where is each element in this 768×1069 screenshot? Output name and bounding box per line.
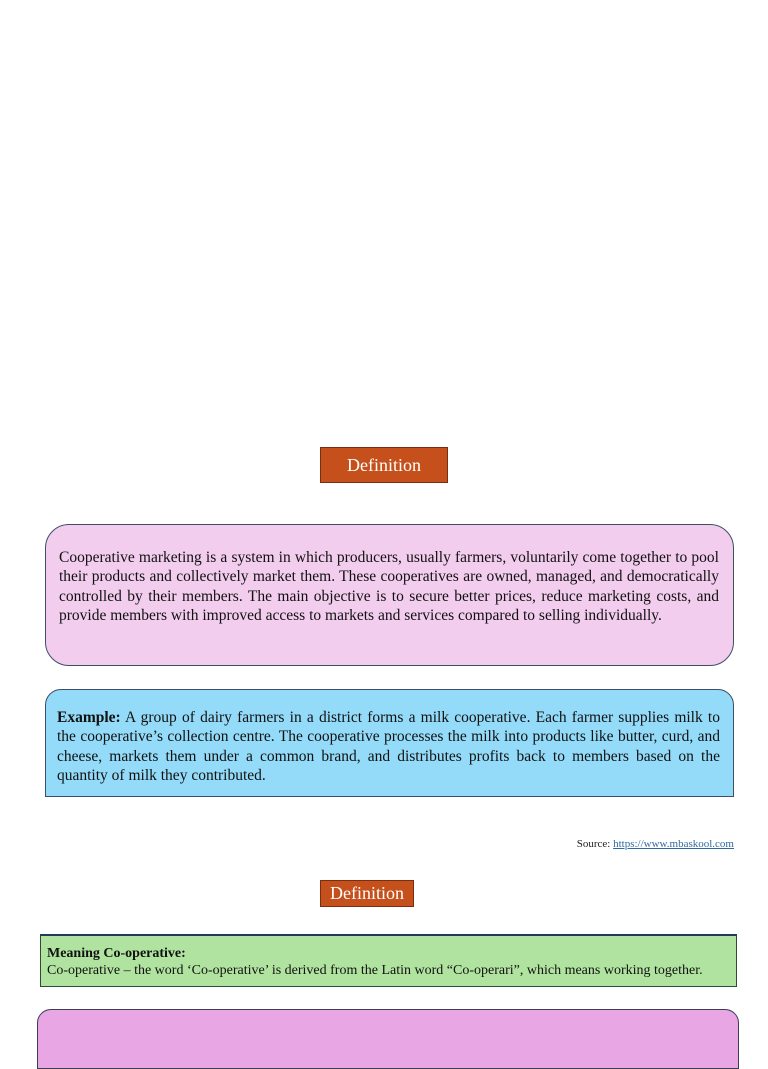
example-box <box>45 689 734 797</box>
source-label: Source: <box>576 838 614 850</box>
example-text: A group of dairy farmers in a district forms a milk cooperative. Each farmer supplies milk to the cooperative’s collection centre. The cooperative processes the milk into products like butter, curd, and cheese, markets them under a common brand, and distributes profits back to members based on the quantity of milk they contributed. <box>57 709 720 784</box>
meaning-box <box>40 934 737 987</box>
definition-text: Cooperative marketing is a system in which producers, usually farmers, voluntarily come together to pool their products and collectively market them. These cooperatives are owned, managed, and democratically controlled by their members. The main objective is to secure better prices, reduce marketing costs, and provide members with improved access to markets and services compared to selling individually. <box>59 549 719 624</box>
definition-heading-2: Definition <box>320 880 414 907</box>
meaning-text: Co-operative – the word ‘Co-operative’ is derived from the Latin word “Co-operari”, which means working together. <box>47 963 703 978</box>
definition-box <box>45 524 734 666</box>
meaning-title: Meaning Co-operative: <box>47 946 186 961</box>
source-link[interactable]: https://www.mbaskool.com <box>613 838 734 850</box>
source-citation <box>577 838 734 850</box>
next-box <box>37 1009 739 1069</box>
example-label: Example: <box>57 709 121 726</box>
definition-heading: Definition <box>320 447 448 483</box>
